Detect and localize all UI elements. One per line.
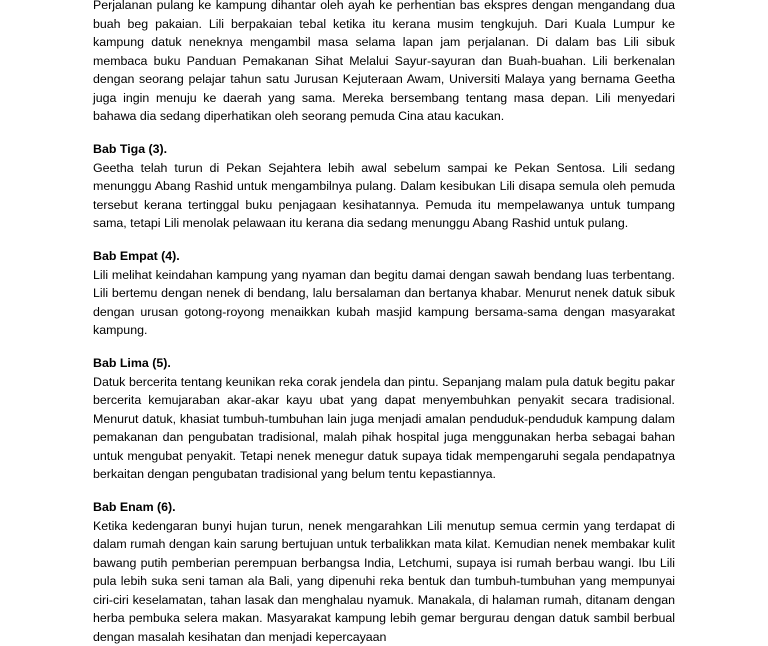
document-page	[93, 0, 675, 646]
section-bab-tiga	[93, 140, 675, 233]
section-bab-empat	[93, 247, 675, 340]
section-intro	[93, 0, 675, 126]
section-paragraph: Geetha telah turun di Pekan Sejahtera lebih awal sebelum sampai ke Pekan Sentosa. Lili sedang menunggu Abang Rashid untuk mengambilnya pulang. Dalam kesibukan Lili disapa semula oleh pemuda tersebut kerana tertinggal buku penjagaan kesihatannya. Pemuda itu mempelawanya untuk tumpang sama, tetapi Lili menolak pelawaan itu kerana dia sedang menunggu Abang Rashid untuk pulang.	[93, 159, 675, 233]
section-paragraph: Ketika kedengaran bunyi hujan turun, nenek mengarahkan Lili menutup semua cermin yang terdapat di dalam rumah dengan kain sarung bertujuan untuk terbalikkan mata kilat. Kemudian nenek membakar kulit bawang putih pemberian perempuan berbangsa India, Letchumi, supaya isi rumah berbau wangi. Ibu Lili pula lebih suka seni taman ala Bali, yang dipenuhi reka bentuk dan tumbuh-tumbuhan yang mempunyai ciri-ciri keselamatan, tahan lasak dan menghalau nyamuk. Manakala, di halaman rumah, ditanam dengan herba pembuka selera makan. Masyarakat kampung lebih gemar bergurau dengan datuk sambil berbual dengan masalah kesihatan dan menjadi kepercayaan	[93, 517, 675, 646]
section-paragraph: Datuk bercerita tentang keunikan reka corak jendela dan pintu. Sepanjang malam pula datuk begitu pakar bercerita kemujaraban akar-akar kayu ubat yang dapat menyembuhkan penyakit secara tradisional. Menurut datuk, khasiat tumbuh-tumbuhan lain juga menjadi amalan penduduk-penduduk kampung dalam pemakanan dan pengubatan tradisional, malah pihak hospital juga menggunakan herba sebagai bahan untuk mengubat penyakit. Tetapi nenek menegur datuk supaya tidak mempengaruhi segala pendapatnya berkaitan dengan pengubatan tradisional yang belum tentu kepastiannya.	[93, 373, 675, 484]
section-bab-lima	[93, 354, 675, 484]
section-heading: Bab Enam (6).	[93, 498, 675, 517]
section-heading: Bab Lima (5).	[93, 354, 675, 373]
section-heading: Bab Empat (4).	[93, 247, 675, 266]
section-heading: Bab Tiga (3).	[93, 140, 675, 159]
section-paragraph: Lili melihat keindahan kampung yang nyaman dan begitu damai dengan sawah bendang luas terbentang. Lili bertemu dengan nenek di bendang, lalu bersalaman dan bertanya khabar. Menurut nenek datuk sibuk dengan urusan gotong-royong menaikkan kubah masjid kampung bersama-sama dengan masyarakat kampung.	[93, 266, 675, 340]
section-bab-enam	[93, 498, 675, 646]
section-paragraph: Perjalanan pulang ke kampung dihantar oleh ayah ke perhentian bas ekspres dengan mengandang dua buah beg pakaian. Lili berpakaian tebal ketika itu kerana musim tengkujuh. Dari Kuala Lumpur ke kampung datuk neneknya mengambil masa selama lapan jam perjalanan. Di dalam bas Lili sibuk membaca buku Panduan Pemakanan Sihat Melalui Sayur-sayuran dan Buah-buahan. Lili berkenalan dengan seorang pelajar tahun satu Jurusan Kejuteraan Awam, Universiti Malaya yang bernama Geetha juga ingin menuju ke daerah yang sama. Mereka bersembang tentang masa depan. Lili menyedari bahawa dia sedang diperhatikan oleh seorang pemuda Cina atau kacukan.	[93, 0, 675, 126]
